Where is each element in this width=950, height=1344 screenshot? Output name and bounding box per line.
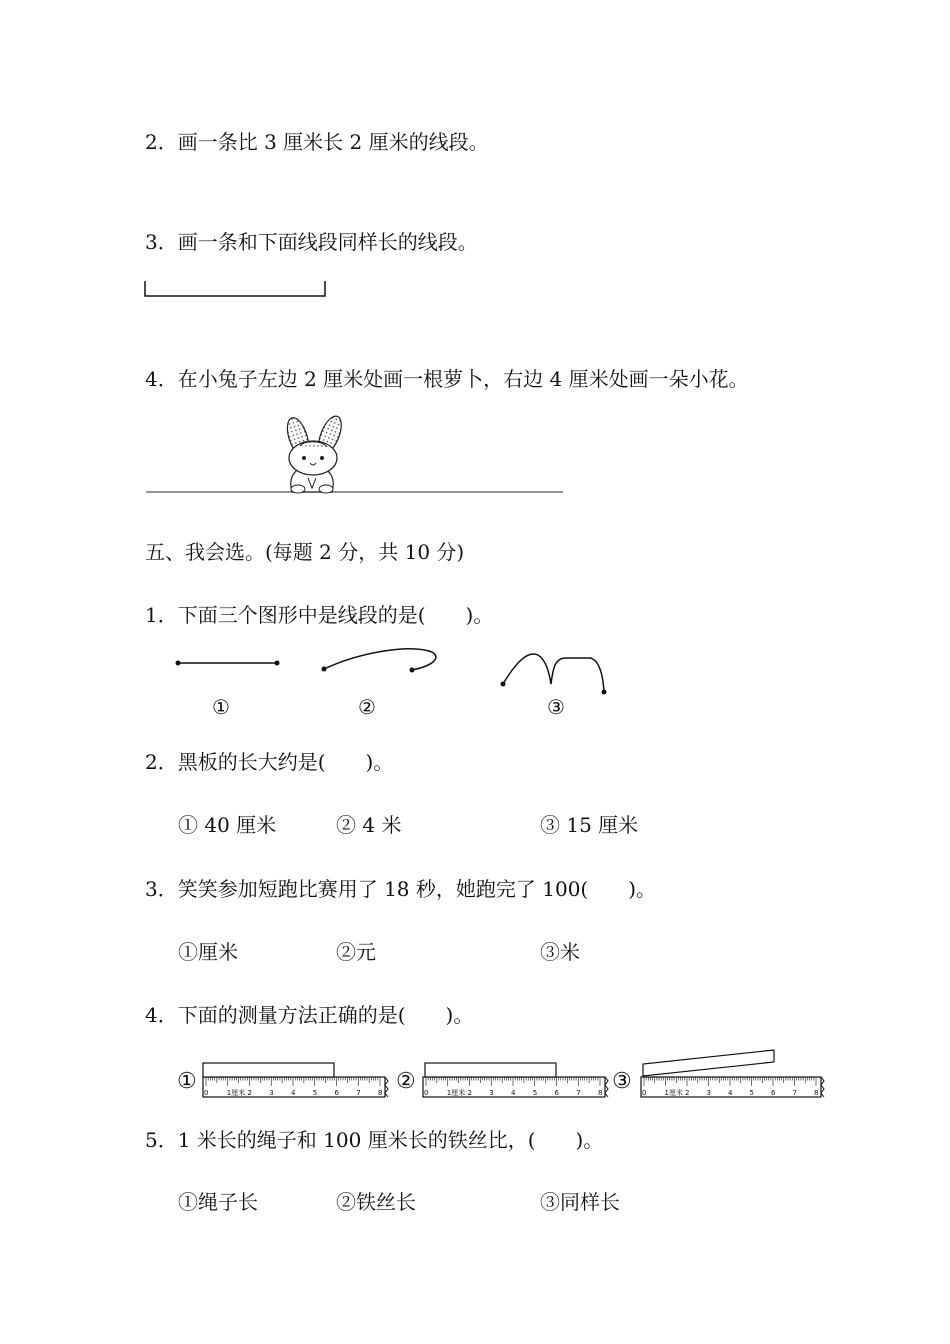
question-5-2: 2．黑板的长大约是( )。 [145, 750, 394, 774]
ruler-number: 4 [511, 1089, 516, 1097]
measured-object [643, 1050, 774, 1076]
ruler-2 [423, 1063, 608, 1097]
question-4-2: 2．画一条比 3 厘米长 2 厘米的线段。 [145, 130, 489, 154]
option-5-5-3: ③同样长 [540, 1190, 620, 1214]
figure-label-3: ③ [547, 695, 565, 719]
ruler-number: 3 [706, 1089, 711, 1097]
question-5-5: 5．1 米长的绳子和 100 厘米长的铁丝比，( )。 [145, 1128, 604, 1152]
option-5-5-1: ①绳子长 [178, 1190, 258, 1214]
option-5-5-2: ②铁丝长 [336, 1190, 416, 1214]
ruler-option-label-3: ③ [612, 1069, 632, 1094]
measured-object [425, 1063, 556, 1077]
ruler-number: 3 [269, 1089, 274, 1097]
question-5-3: 3．笑笑参加短跑比赛用了 18 秒，她跑完了 100( )。 [145, 877, 657, 901]
ruler-number: 7 [792, 1089, 797, 1097]
ruler-number: 4 [291, 1089, 296, 1097]
section-heading-5: 五、我会选。(每题 2 分，共 10 分) [145, 540, 465, 564]
ruler-number: 1厘米 [664, 1089, 683, 1097]
option-5-3-3: ③米 [540, 940, 580, 964]
ruler-number: 1厘米 [446, 1089, 466, 1097]
ruler-1 [203, 1063, 388, 1097]
ruler-option-label-2: ② [396, 1069, 416, 1094]
question-5-4: 4．下面的测量方法正确的是( )。 [145, 1003, 474, 1027]
ruler-number: 6 [554, 1089, 559, 1097]
ruler-3 [641, 1050, 824, 1097]
option-5-2-1: ① 40 厘米 [178, 813, 277, 837]
ruler-number: 5 [532, 1089, 538, 1097]
ruler-number: 6 [771, 1089, 776, 1097]
measured-object [203, 1063, 334, 1077]
ruler-number: 2 [685, 1089, 690, 1097]
ruler-number: 0 [424, 1089, 429, 1097]
ruler-number: 0 [642, 1089, 647, 1097]
ruler-number: 2 [247, 1089, 252, 1097]
figure-label-1: ① [212, 695, 230, 719]
option-5-2-3: ③ 15 厘米 [540, 813, 639, 837]
ruler-number: 7 [576, 1089, 581, 1097]
question-5-1: 1．下面三个图形中是线段的是( )。 [145, 603, 494, 627]
figure-label-2: ② [358, 695, 376, 719]
ruler-number: 5 [312, 1089, 318, 1097]
question-4-3: 3．画一条和下面线段同样长的线段。 [145, 230, 478, 254]
option-5-2-2: ② 4 米 [336, 813, 402, 837]
option-5-3-1: ①厘米 [178, 940, 238, 964]
ruler-number: 4 [728, 1089, 733, 1097]
question-4-4: 4．在小兔子左边 2 厘米处画一根萝卜，右边 4 厘米处画一朵小花。 [145, 367, 749, 391]
ruler-number: 6 [334, 1089, 339, 1097]
ruler-number: 1厘米 [226, 1089, 246, 1097]
ruler-number: 8 [598, 1089, 603, 1097]
ruler-number: 2 [467, 1089, 472, 1097]
ruler-number: 5 [749, 1089, 754, 1097]
ruler-number: 0 [204, 1089, 209, 1097]
ruler-number: 8 [378, 1089, 383, 1097]
ruler-number: 3 [489, 1089, 494, 1097]
ruler-option-label-1: ① [177, 1069, 197, 1094]
ruler-number: 8 [814, 1089, 819, 1097]
option-5-3-2: ②元 [336, 940, 376, 964]
ruler-number: 7 [356, 1089, 361, 1097]
